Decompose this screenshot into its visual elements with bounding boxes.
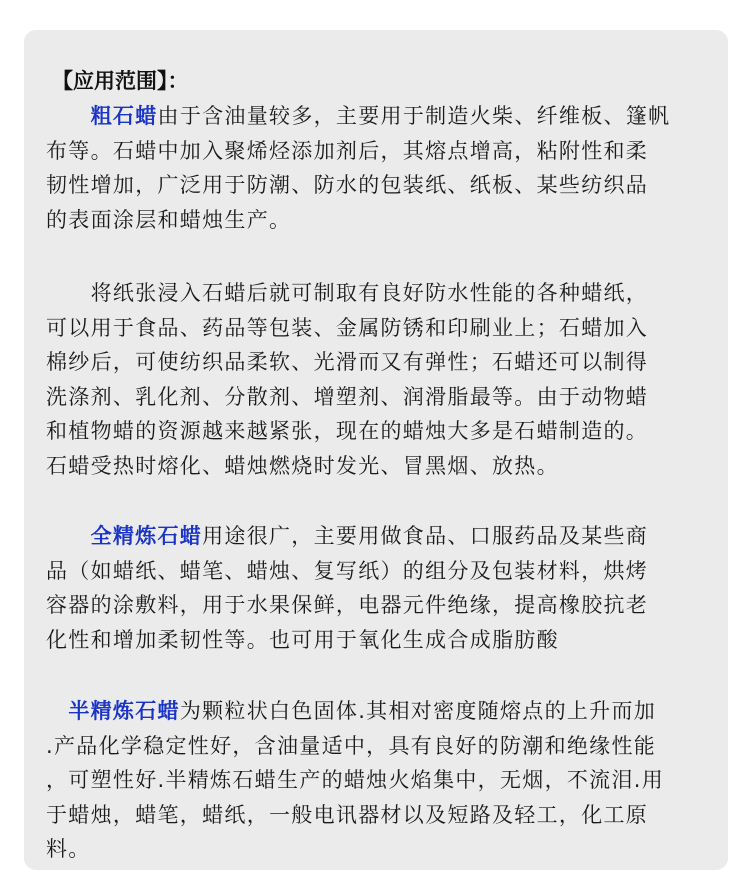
text-line	[46, 414, 714, 449]
text-line	[46, 729, 714, 764]
line-text: 料。	[46, 837, 91, 861]
line-text: 和植物蜡的资源越来越紧张，现在的蜡烛大多是石蜡制造的。	[46, 419, 649, 443]
text-line	[46, 345, 714, 380]
line-text: 将纸张浸入石蜡后就可制取有良好防水性能的各种蜡纸，	[90, 281, 649, 305]
indent	[46, 699, 68, 723]
text-line	[46, 623, 714, 658]
highlight-term: 全精炼石蜡	[90, 524, 203, 548]
line-text: 可以用于食品、药品等包装、金属防锈和印刷业上；石蜡加入	[46, 315, 649, 340]
text-line	[46, 168, 714, 203]
paragraph-wax-paper	[46, 276, 714, 483]
line-text: 于蜡烛，蜡笔，蜡纸，一般电讯器材以及短路及轻工，化工原	[46, 802, 649, 827]
indent	[46, 104, 91, 128]
paragraph-fully-refined-paraffin	[46, 519, 714, 657]
paragraph-crude-paraffin	[46, 99, 714, 237]
line-text: 由于含油量较多，主要用于制造火柴、纤维板、篷帆	[157, 104, 671, 128]
text-line	[46, 588, 714, 623]
text-line	[46, 694, 714, 729]
line-text: 韧性增加，广泛用于防潮、防水的包装纸、纸板、某些纺织品	[46, 173, 649, 197]
section-heading: 【应用范围】：	[52, 69, 189, 93]
text-line	[46, 832, 714, 867]
highlight-term: 半精炼石蜡	[68, 699, 180, 723]
line-text: 石蜡受热时熔化、蜡烛燃烧时发光、冒黑烟、放热。	[46, 453, 559, 478]
line-text: 为颗粒状白色固体.其相对密度随熔点的上升而加	[179, 699, 657, 723]
text-line	[46, 554, 714, 589]
text-line	[46, 134, 714, 169]
text-line	[46, 519, 714, 554]
line-text: 布等。石蜡中加入聚烯烃添加剂后，其熔点增高，粘附性和柔	[46, 138, 649, 163]
line-text: 棉纱后，可使纺织品柔软、光滑而又有弹性；石蜡还可以制得	[46, 350, 649, 374]
text-line	[46, 449, 714, 484]
indent	[46, 524, 91, 548]
text-line	[46, 380, 714, 415]
text-line	[46, 276, 714, 311]
line-text: 品（如蜡纸、蜡笔、蜡烛、复写纸）的组分及包装材料，烘烤	[46, 558, 649, 583]
text-line	[46, 99, 714, 134]
line-text: ，可塑性好.半精炼石蜡生产的蜡烛火焰集中，无烟，不流泪.用	[46, 768, 665, 792]
indent	[46, 281, 91, 305]
text-line	[46, 203, 714, 238]
highlight-term: 粗石蜡	[90, 104, 158, 128]
line-text: 用途很广，主要用做食品、口服药品及某些商	[202, 524, 649, 548]
line-text: 化性和增加柔韧性等。也可用于氧化生成合成脂肪酸	[46, 627, 559, 652]
paragraph-semi-refined-paraffin	[46, 694, 714, 867]
line-text: 的表面涂层和蜡烛生产。	[46, 207, 292, 232]
line-text: .产品化学稳定性好，含油量适中，具有良好的防潮和绝缘性能	[46, 733, 657, 758]
text-line	[46, 798, 714, 833]
line-text: 洗涤剂、乳化剂、分散剂、增塑剂、润滑脂最等。由于动物蜡	[46, 384, 649, 409]
text-line	[46, 763, 714, 798]
line-text: 容器的涂敷料，用于水果保鲜，电器元件绝缘，提高橡胶抗老	[46, 593, 649, 617]
text-line	[46, 311, 714, 346]
